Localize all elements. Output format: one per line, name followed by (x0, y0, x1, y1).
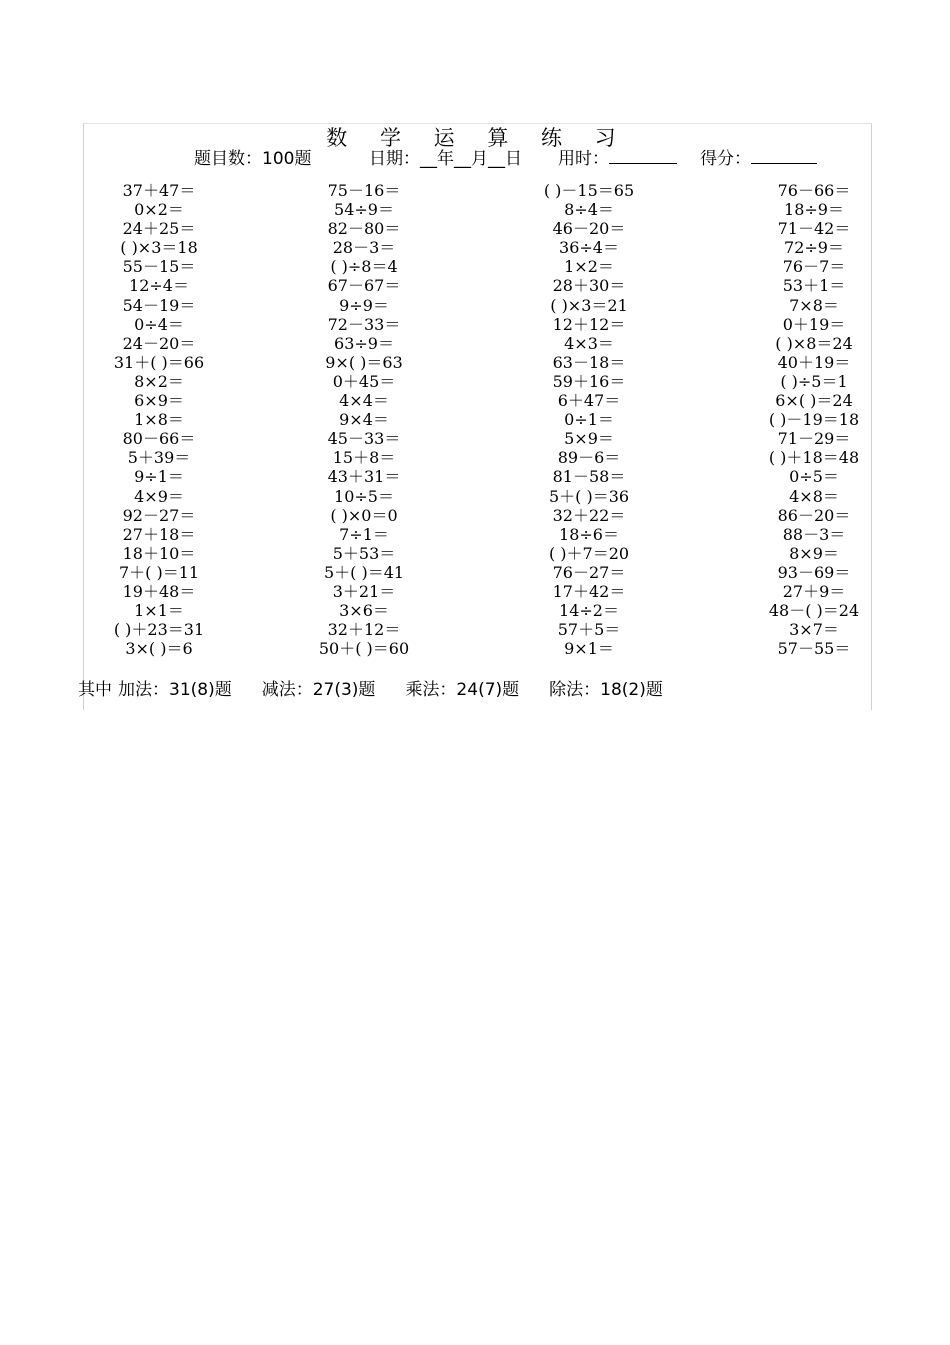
problem: 9×1＝ (564, 639, 614, 659)
problem: 53＋1＝ (782, 276, 846, 296)
problem: 46－20＝ (552, 219, 626, 239)
problem: 4×8＝ (789, 486, 839, 506)
problem: 8×9＝ (789, 543, 839, 563)
problem: 3×7＝ (789, 620, 839, 640)
score-label: 得分： (700, 149, 751, 169)
summary-div: 除法：18(2)题 (549, 680, 663, 700)
problem: 6＋47＝ (557, 391, 621, 411)
problem: 28＋30＝ (552, 276, 626, 296)
problem: 3＋21＝ (332, 581, 396, 601)
problem: 45－33＝ (327, 429, 401, 449)
problem: 28－3＝ (332, 238, 396, 258)
problem: 36÷4＝ (559, 238, 619, 258)
problem: 80－66＝ (122, 429, 196, 449)
problem: 48－( )＝24 (768, 601, 860, 621)
problem: 75－16＝ (327, 181, 401, 200)
problem: 10÷5＝ (334, 486, 394, 506)
question-count: 题目数：100题 (194, 149, 312, 169)
problem: 6×9＝ (134, 391, 184, 411)
problem: 40＋19＝ (777, 352, 851, 372)
problem: 27＋9＝ (782, 581, 846, 601)
problem: 88－3＝ (782, 524, 846, 544)
problem: 8×2＝ (134, 371, 184, 391)
problem: 14÷2＝ (559, 601, 619, 621)
problem: 7×8＝ (789, 295, 839, 315)
problem: 9÷1＝ (134, 467, 184, 487)
problem: 7÷1＝ (339, 524, 389, 544)
problem: 18÷9＝ (784, 200, 844, 220)
summary-intro: 其中 (78, 680, 112, 700)
problem: 71－42＝ (777, 219, 851, 239)
problem: 4×3＝ (564, 333, 614, 353)
problem: 3×( )＝6 (125, 639, 193, 659)
problem: 31＋( )＝66 (113, 352, 205, 372)
problem: ( )＋23＝31 (113, 620, 205, 640)
problem: ( )×3＝18 (120, 238, 198, 258)
problem: 0×2＝ (134, 200, 184, 220)
problem: 43＋31＝ (327, 467, 401, 487)
problem: 57＋5＝ (557, 620, 621, 640)
problem: 1×1＝ (134, 601, 184, 621)
problem: 1×2＝ (564, 257, 614, 277)
problem: 59＋16＝ (552, 371, 626, 391)
date-field: 日期：__年__月__日 (369, 149, 522, 169)
problem: 17＋42＝ (552, 581, 626, 601)
problem: 18÷6＝ (559, 524, 619, 544)
problem: 89－6＝ (557, 448, 621, 468)
problem: 12＋12＝ (552, 314, 626, 334)
score-blank (751, 148, 817, 164)
problem: 82－80＝ (327, 219, 401, 239)
problem: 63－18＝ (552, 352, 626, 372)
problem: 0÷5＝ (789, 467, 839, 487)
problem: 7＋( )＝11 (118, 562, 200, 582)
score-field (700, 144, 817, 169)
problem: 93－69＝ (777, 562, 851, 582)
worksheet-title: 数 学 运 算 练 习 (326, 126, 629, 150)
problem: 5＋( )＝41 (323, 562, 405, 582)
problem: ( )×3＝21 (550, 295, 628, 315)
problem: 0÷1＝ (564, 410, 614, 430)
problem: 8÷4＝ (564, 200, 614, 220)
problem: 32＋12＝ (327, 620, 401, 640)
problem: 71－29＝ (777, 429, 851, 449)
problem: 86－20＝ (777, 505, 851, 525)
problem: 92－27＝ (122, 505, 196, 525)
problem: 3×6＝ (339, 601, 389, 621)
problem: 4×4＝ (339, 391, 389, 411)
problem: 54－19＝ (122, 295, 196, 315)
problem: 19＋48＝ (122, 581, 196, 601)
problem: 5×9＝ (564, 429, 614, 449)
summary-add: 加法：31(8)题 (118, 680, 232, 700)
time-label: 用时： (558, 149, 609, 169)
problem: 5＋39＝ (127, 448, 191, 468)
problem: 76－66＝ (777, 181, 851, 200)
problem: 67－67＝ (327, 276, 401, 296)
problem: 18＋10＝ (122, 543, 196, 563)
summary-mul: 乘法：24(7)题 (405, 680, 520, 700)
problem: ( )－15＝65 (543, 181, 635, 200)
problem: ( )＋18＝48 (768, 448, 860, 468)
problem: 72÷9＝ (784, 238, 844, 258)
time-blank (609, 148, 677, 164)
summary-sub: 减法：27(3)题 (261, 680, 376, 700)
problem: ( )＋7＝20 (548, 543, 630, 563)
time-field (558, 144, 677, 169)
problem: 12÷4＝ (129, 276, 189, 296)
problem-column-2 (289, 181, 439, 658)
problem: 0＋45＝ (332, 371, 396, 391)
problem: ( )÷5＝1 (780, 371, 848, 391)
problem: 24－20＝ (122, 333, 196, 353)
problem: 9÷9＝ (339, 295, 389, 315)
problem-column-4 (739, 181, 889, 658)
worksheet-header (84, 144, 871, 169)
problem-column-3 (509, 181, 669, 658)
problem: 37＋47＝ (122, 181, 196, 200)
problem: 76－7＝ (782, 257, 846, 277)
summary-footer (78, 675, 693, 700)
problem: ( )－19＝18 (768, 410, 860, 430)
problem: 6×( )＝24 (775, 391, 853, 411)
problem: 57－55＝ (777, 639, 851, 659)
problem: 5＋53＝ (332, 543, 396, 563)
worksheet (78, 123, 872, 710)
problem: 54÷9＝ (334, 200, 394, 220)
problem: ( )÷8＝4 (330, 257, 398, 277)
problem: 63÷9＝ (334, 333, 394, 353)
problem: 76－27＝ (552, 562, 626, 582)
problem: 27＋18＝ (122, 524, 196, 544)
problem: 9×( )＝63 (325, 352, 403, 372)
problem: 1×8＝ (134, 410, 184, 430)
problem: 15＋8＝ (332, 448, 396, 468)
problem-column-1 (84, 181, 234, 658)
problem: 72－33＝ (327, 314, 401, 334)
problem: ( )×0＝0 (330, 505, 398, 525)
problem: 0÷4＝ (134, 314, 184, 334)
problem: ( )×8＝24 (775, 333, 853, 353)
problem: 5＋( )＝36 (548, 486, 630, 506)
problem: 32＋22＝ (552, 505, 626, 525)
problem: 24＋25＝ (122, 219, 196, 239)
problem: 0＋19＝ (782, 314, 846, 334)
problem: 81－58＝ (552, 467, 626, 487)
problem: 9×4＝ (339, 410, 389, 430)
problem: 4×9＝ (134, 486, 184, 506)
problem: 50＋( )＝60 (318, 639, 410, 659)
problem: 55－15＝ (122, 257, 196, 277)
